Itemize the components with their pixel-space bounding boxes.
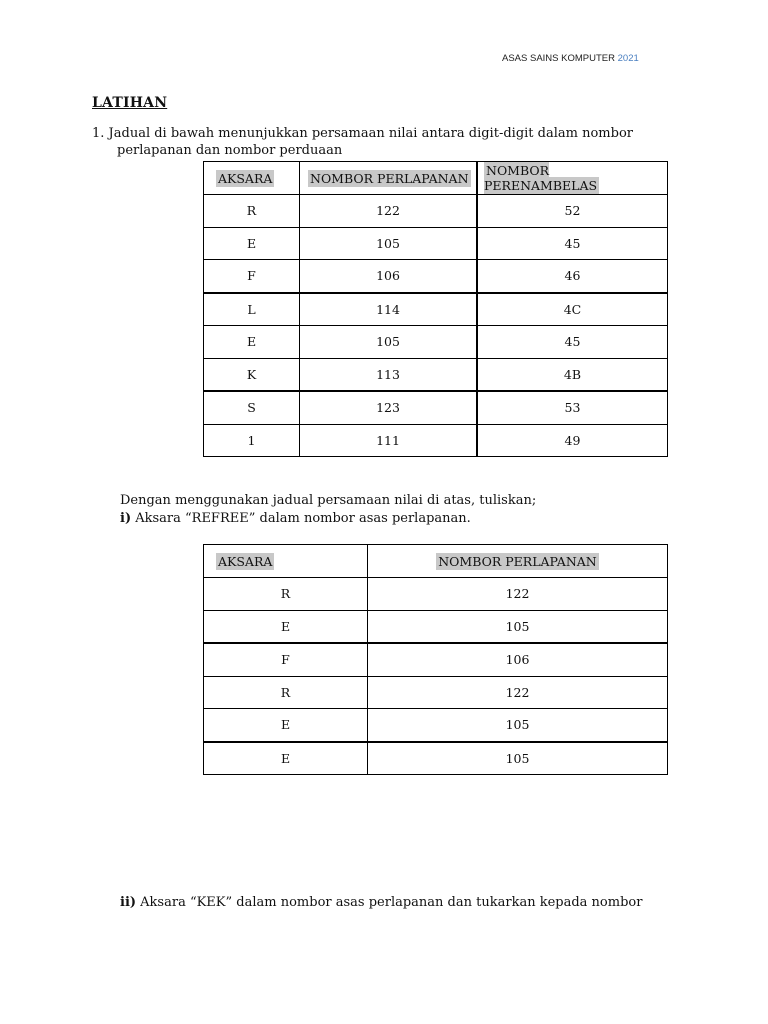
cell-hex: 46 [477,260,668,293]
cell-octal: 106 [300,260,478,293]
cell-hex: 52 [477,195,668,228]
header-label: NOMBOR PERLAPANAN [310,170,469,186]
column-header-aksara [204,545,368,578]
table-row [204,227,668,260]
cell-octal: 105 [300,227,478,260]
part-ii-text: Aksara “KEK” dalam nombor asas perlapanan dan tukarkan kepada nombor [136,895,643,910]
cell-aksara: E [204,742,368,775]
cell-aksara: E [204,709,368,742]
page-header [502,53,639,64]
header-label: NOMBOR PERLAPANAN [438,553,597,569]
cell-hex: 4C [477,293,668,326]
table-header-row [204,545,668,578]
part-i-text: Aksara “REFREE” dalam nombor asas perlapanan. [131,511,471,526]
cell-octal: 105 [300,326,478,359]
part-i-label: i) [120,511,132,526]
cell-hex: 53 [477,391,668,424]
column-header-octal [300,162,478,195]
cell-octal: 122 [300,195,478,228]
instruction-text [120,492,536,528]
column-header-aksara [204,162,300,195]
part-ii-label: ii) [120,895,137,910]
instruction-line-1: Dengan menggunakan jadual persamaan nilai di atas, tuliskan; [120,493,537,508]
cell-octal: 114 [300,293,478,326]
table-row [204,643,668,676]
table-row [204,578,668,611]
table-header-row [204,162,668,195]
cell-aksara: E [204,610,368,643]
cell-aksara: 1 [204,424,300,457]
header-label: AKSARA [218,170,273,186]
cell-hex: 49 [477,424,668,457]
table-row [204,293,668,326]
cell-aksara: E [204,227,300,260]
cell-hex: 45 [477,326,668,359]
header-label: AKSARA [218,553,273,569]
cell-aksara: R [204,195,300,228]
cell-octal: 122 [368,578,668,611]
table-row [204,424,668,457]
cell-aksara: K [204,358,300,391]
cell-aksara: R [204,676,368,709]
header-title: ASAS SAINS KOMPUTER [502,53,615,64]
instruction-part-i [120,510,536,528]
table-row [204,391,668,424]
table-row [204,260,668,293]
refree-octal-table [203,544,668,775]
cell-octal: 122 [368,676,668,709]
cell-octal: 106 [368,643,668,676]
table-row [204,709,668,742]
table-row [204,742,668,775]
cell-octal: 113 [300,358,478,391]
cell-hex: 45 [477,227,668,260]
cell-aksara: E [204,326,300,359]
question-2 [120,895,642,910]
character-code-table [203,161,668,457]
cell-octal: 111 [300,424,478,457]
header-year: 2021 [617,53,639,64]
cell-aksara: L [204,293,300,326]
column-header-hex [477,162,668,195]
cell-aksara: F [204,643,368,676]
cell-aksara: S [204,391,300,424]
cell-octal: 105 [368,610,668,643]
table-row [204,610,668,643]
cell-aksara: R [204,578,368,611]
column-header-octal [368,545,668,578]
cell-octal: 105 [368,709,668,742]
question-1-line-2: perlapanan dan nombor perduaan [117,143,343,158]
section-heading: LATIHAN [92,95,168,111]
cell-octal: 105 [368,742,668,775]
cell-aksara: F [204,260,300,293]
cell-hex: 4B [477,358,668,391]
table-row [204,358,668,391]
table-row [204,195,668,228]
cell-octal: 123 [300,391,478,424]
header-label: NOMBOR PERENAMBELAS [484,163,598,193]
question-1-line-1: 1. Jadual di bawah menunjukkan persamaan nilai antara digit-digit dalam nombor [92,126,633,141]
table-row [204,326,668,359]
table-row [204,676,668,709]
question-1 [92,125,633,159]
